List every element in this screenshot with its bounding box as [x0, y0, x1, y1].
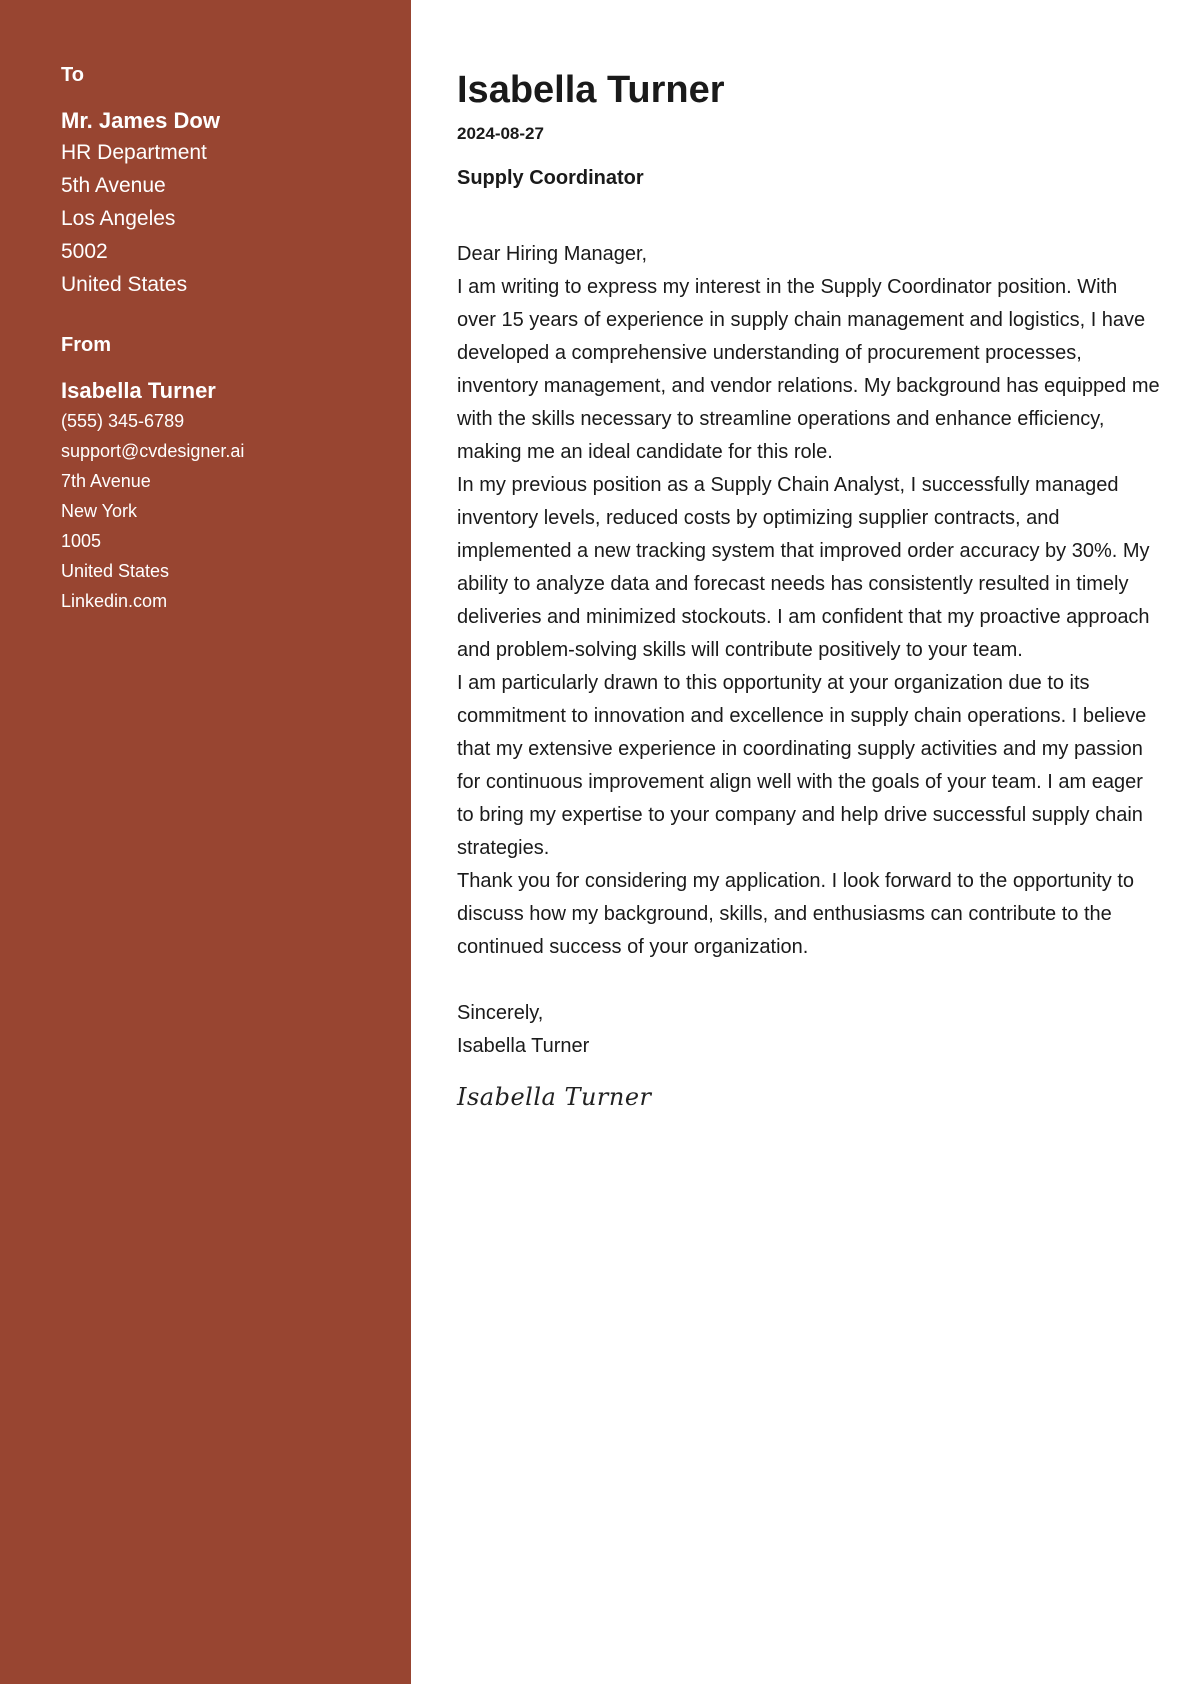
recipient-department: HR Department [61, 141, 207, 164]
handwritten-signature: Isabella Turner [457, 1083, 652, 1111]
closing-salutation: Sincerely, [457, 1002, 544, 1024]
sender-country: United States [61, 561, 170, 581]
paragraph: In my previous position as a Supply Chain Analyst, I successfully managed inventory levels, reduced costs by optimizing supplier contracts, and implemented a new tracking system that improved order accuracy by 30%. My ability to analyze data and forecast needs has consistently resulted in timely deliveries and minimized stockouts. I am confident that my proactive approach and problem-solving skills will contribute positively to your team. [457, 474, 1150, 661]
author-name: Isabella Turner [457, 69, 725, 111]
recipient-street: 5th Avenue [61, 174, 166, 197]
sender-website: Linkedin.com [61, 591, 168, 611]
sender-email: support@cvdesigner.ai [61, 441, 245, 461]
position-title: Supply Coordinator [457, 167, 644, 189]
recipient-postal-code: 5002 [61, 240, 108, 263]
recipient-country: United States [61, 273, 188, 296]
sender-name: Isabella Turner [61, 378, 216, 403]
letter-date: 2024-08-27 [457, 124, 544, 143]
closing-name: Isabella Turner [457, 1035, 590, 1057]
sender-street: 7th Avenue [61, 471, 151, 491]
sender-phone: (555) 345-6789 [61, 411, 185, 431]
greeting: Dear Hiring Manager, [457, 243, 648, 265]
paragraph: Thank you for considering my application. I look forward to the opportunity to discuss how my background, skills, and enthusiasms can contribute to the continued success of your organization. [457, 870, 1135, 958]
sender-city: New York [61, 501, 138, 521]
contact-sidebar [0, 0, 411, 1684]
letter-body [411, 0, 1200, 1684]
paragraph: I am particularly drawn to this opportunity at your organization due to its commitment to innovation and excellence in supply chain operations. I believe that my extensive experience in coordinating supply activities and my passion for continuous improvement align well with the goals of your team. I am eager to bring my expertise to your company and help drive successful supply chain strategies. [457, 672, 1147, 859]
sender-postal-code: 1005 [61, 531, 102, 551]
closing-block [457, 997, 1160, 1063]
sender-heading: From [61, 334, 111, 356]
recipient-heading: To [61, 64, 84, 86]
paragraph: I am writing to express my interest in the Supply Coordinator position. With over 15 years of experience in supply chain management and logistics, I have developed a comprehensive understanding of procurement processes, inventory management, and vendor relations. My background has equipped me with the skills necessary to streamline operations and enhance efficiency, making me an ideal candidate for this role. [457, 276, 1160, 463]
recipient-city: Los Angeles [61, 207, 176, 230]
recipient-name: Mr. James Dow [61, 108, 220, 133]
